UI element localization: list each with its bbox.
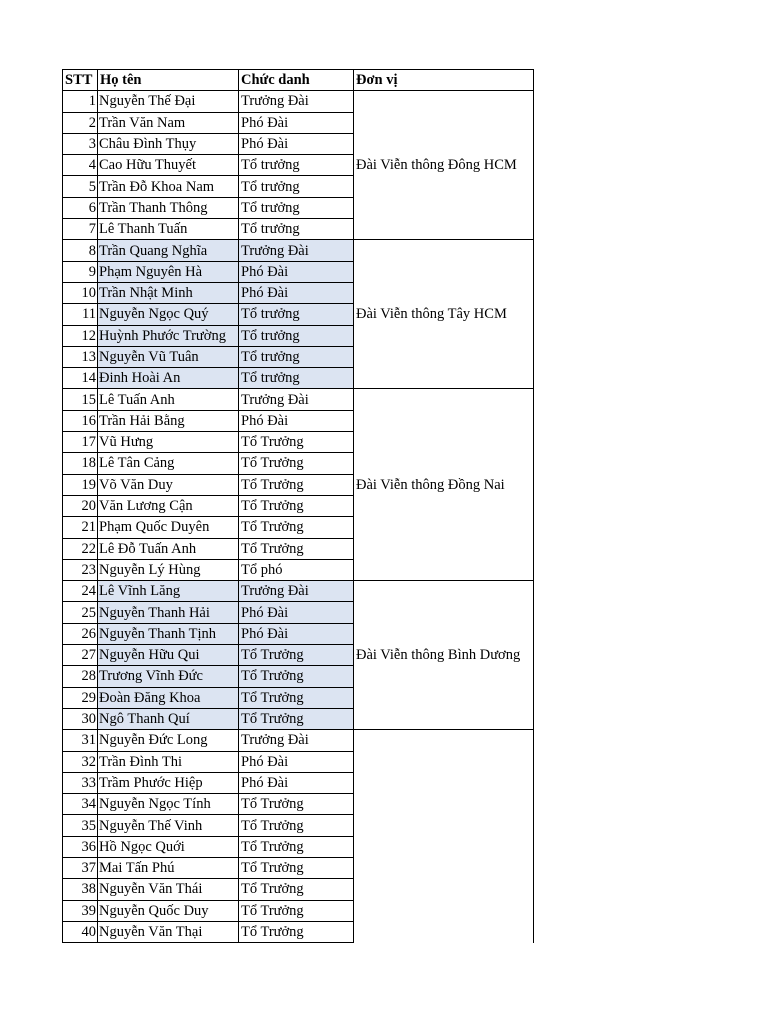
stt-cell: 24 (63, 581, 98, 602)
name-cell: Nguyễn Ngọc Quý (98, 304, 239, 325)
stt-cell: 11 (63, 304, 98, 325)
stt-cell: 36 (63, 836, 98, 857)
stt-cell: 39 (63, 900, 98, 921)
stt-cell: 25 (63, 602, 98, 623)
header-title: Chức danh (239, 70, 354, 91)
unit-cell: Đài Viễn thông Bình Dương (354, 581, 534, 730)
name-cell: Nguyễn Thế Vinh (98, 815, 239, 836)
table-row (63, 581, 534, 602)
title-cell: Tổ Trưởng (239, 900, 354, 921)
name-cell: Lê Tân Cảng (98, 453, 239, 474)
name-cell: Trần Hải Bằng (98, 410, 239, 431)
title-cell: Phó Đài (239, 282, 354, 303)
header-row (63, 70, 534, 91)
stt-cell: 10 (63, 282, 98, 303)
name-cell: Đoàn Đăng Khoa (98, 687, 239, 708)
title-cell: Tổ Trưởng (239, 666, 354, 687)
stt-cell: 27 (63, 645, 98, 666)
name-cell: Lê Thanh Tuấn (98, 219, 239, 240)
stt-cell: 37 (63, 857, 98, 878)
stt-cell: 26 (63, 623, 98, 644)
stt-cell: 9 (63, 261, 98, 282)
title-cell: Tổ trưởng (239, 304, 354, 325)
name-cell: Trần Thanh Thông (98, 197, 239, 218)
stt-cell: 34 (63, 794, 98, 815)
title-cell: Tổ Trưởng (239, 538, 354, 559)
title-cell: Phó Đài (239, 112, 354, 133)
name-cell: Cao Hữu Thuyết (98, 155, 239, 176)
stt-cell: 40 (63, 921, 98, 942)
name-cell: Phạm Nguyên Hà (98, 261, 239, 282)
stt-cell: 33 (63, 772, 98, 793)
title-cell: Tổ Trưởng (239, 921, 354, 942)
title-cell: Tổ trưởng (239, 155, 354, 176)
title-cell: Tổ Trưởng (239, 453, 354, 474)
stt-cell: 18 (63, 453, 98, 474)
stt-cell: 3 (63, 133, 98, 154)
name-cell: Huỳnh Phước Trường (98, 325, 239, 346)
stt-cell: 15 (63, 389, 98, 410)
staff-table (62, 69, 534, 943)
title-cell: Tổ trưởng (239, 368, 354, 389)
title-cell: Tổ Trưởng (239, 708, 354, 729)
stt-cell: 28 (63, 666, 98, 687)
stt-cell: 22 (63, 538, 98, 559)
title-cell: Tổ Trưởng (239, 517, 354, 538)
name-cell: Nguyễn Thanh Hải (98, 602, 239, 623)
title-cell: Tổ Trưởng (239, 432, 354, 453)
title-cell: Phó Đài (239, 751, 354, 772)
stt-cell: 20 (63, 495, 98, 516)
name-cell: Trần Văn Nam (98, 112, 239, 133)
name-cell: Lê Vĩnh Lăng (98, 581, 239, 602)
unit-cell: Đài Viễn thông Đông HCM (354, 91, 534, 240)
title-cell: Tổ Trưởng (239, 495, 354, 516)
title-cell: Tổ Trưởng (239, 645, 354, 666)
table-row (63, 389, 534, 410)
name-cell: Nguyễn Vũ Tuân (98, 346, 239, 367)
name-cell: Ngô Thanh Quí (98, 708, 239, 729)
name-cell: Mai Tấn Phú (98, 857, 239, 878)
title-cell: Phó Đài (239, 261, 354, 282)
name-cell: Nguyễn Quốc Duy (98, 900, 239, 921)
header-name: Họ tên (98, 70, 239, 91)
name-cell: Trần Quang Nghĩa (98, 240, 239, 261)
stt-cell: 5 (63, 176, 98, 197)
stt-cell: 32 (63, 751, 98, 772)
name-cell: Trương Vĩnh Đức (98, 666, 239, 687)
stt-cell: 21 (63, 517, 98, 538)
title-cell: Tổ Trưởng (239, 836, 354, 857)
title-cell: Phó Đài (239, 133, 354, 154)
stt-cell: 31 (63, 730, 98, 751)
name-cell: Trần Đỗ Khoa Nam (98, 176, 239, 197)
title-cell: Tổ trưởng (239, 197, 354, 218)
title-cell: Tổ Trưởng (239, 794, 354, 815)
title-cell: Phó Đài (239, 623, 354, 644)
stt-cell: 13 (63, 346, 98, 367)
name-cell: Trầm Phước Hiệp (98, 772, 239, 793)
stt-cell: 19 (63, 474, 98, 495)
stt-cell: 30 (63, 708, 98, 729)
unit-cell: Đài Viễn thông Tây HCM (354, 240, 534, 389)
stt-cell: 2 (63, 112, 98, 133)
title-cell: Phó Đài (239, 410, 354, 431)
unit-cell (354, 730, 534, 943)
name-cell: Võ Văn Duy (98, 474, 239, 495)
stt-cell: 6 (63, 197, 98, 218)
stt-cell: 38 (63, 879, 98, 900)
title-cell: Trưởng Đài (239, 240, 354, 261)
title-cell: Tổ Trưởng (239, 474, 354, 495)
name-cell: Nguyễn Văn Thại (98, 921, 239, 942)
stt-cell: 35 (63, 815, 98, 836)
unit-cell: Đài Viễn thông Đồng Nai (354, 389, 534, 581)
title-cell: Tổ trưởng (239, 346, 354, 367)
name-cell: Nguyễn Đức Long (98, 730, 239, 751)
title-cell: Tổ phó (239, 559, 354, 580)
name-cell: Đinh Hoài An (98, 368, 239, 389)
title-cell: Trưởng Đài (239, 730, 354, 751)
name-cell: Châu Đình Thụy (98, 133, 239, 154)
title-cell: Trưởng Đài (239, 581, 354, 602)
title-cell: Tổ Trưởng (239, 815, 354, 836)
name-cell: Trần Nhật Minh (98, 282, 239, 303)
title-cell: Tổ trưởng (239, 325, 354, 346)
title-cell: Tổ trưởng (239, 176, 354, 197)
name-cell: Trần Đình Thi (98, 751, 239, 772)
table-row (63, 730, 534, 751)
title-cell: Trưởng Đài (239, 389, 354, 410)
name-cell: Nguyễn Thế Đại (98, 91, 239, 112)
table-body (63, 91, 534, 943)
title-cell: Phó Đài (239, 602, 354, 623)
stt-cell: 1 (63, 91, 98, 112)
title-cell: Tổ Trưởng (239, 857, 354, 878)
name-cell: Nguyễn Văn Thái (98, 879, 239, 900)
name-cell: Hồ Ngọc Quới (98, 836, 239, 857)
title-cell: Tổ Trưởng (239, 687, 354, 708)
name-cell: Nguyễn Hữu Qui (98, 645, 239, 666)
name-cell: Phạm Quốc Duyên (98, 517, 239, 538)
title-cell: Tổ trưởng (239, 219, 354, 240)
header-unit: Đơn vị (354, 70, 534, 91)
name-cell: Vũ Hưng (98, 432, 239, 453)
header-stt: STT (63, 70, 98, 91)
table-row (63, 91, 534, 112)
table-row (63, 240, 534, 261)
stt-cell: 14 (63, 368, 98, 389)
name-cell: Nguyễn Thanh Tịnh (98, 623, 239, 644)
stt-cell: 29 (63, 687, 98, 708)
name-cell: Lê Tuấn Anh (98, 389, 239, 410)
stt-cell: 7 (63, 219, 98, 240)
name-cell: Văn Lương Cận (98, 495, 239, 516)
title-cell: Trưởng Đài (239, 91, 354, 112)
title-cell: Phó Đài (239, 772, 354, 793)
stt-cell: 12 (63, 325, 98, 346)
stt-cell: 17 (63, 432, 98, 453)
name-cell: Lê Đỗ Tuấn Anh (98, 538, 239, 559)
title-cell: Tổ Trưởng (239, 879, 354, 900)
name-cell: Nguyễn Ngọc Tính (98, 794, 239, 815)
stt-cell: 23 (63, 559, 98, 580)
stt-cell: 4 (63, 155, 98, 176)
name-cell: Nguyễn Lý Hùng (98, 559, 239, 580)
stt-cell: 8 (63, 240, 98, 261)
stt-cell: 16 (63, 410, 98, 431)
